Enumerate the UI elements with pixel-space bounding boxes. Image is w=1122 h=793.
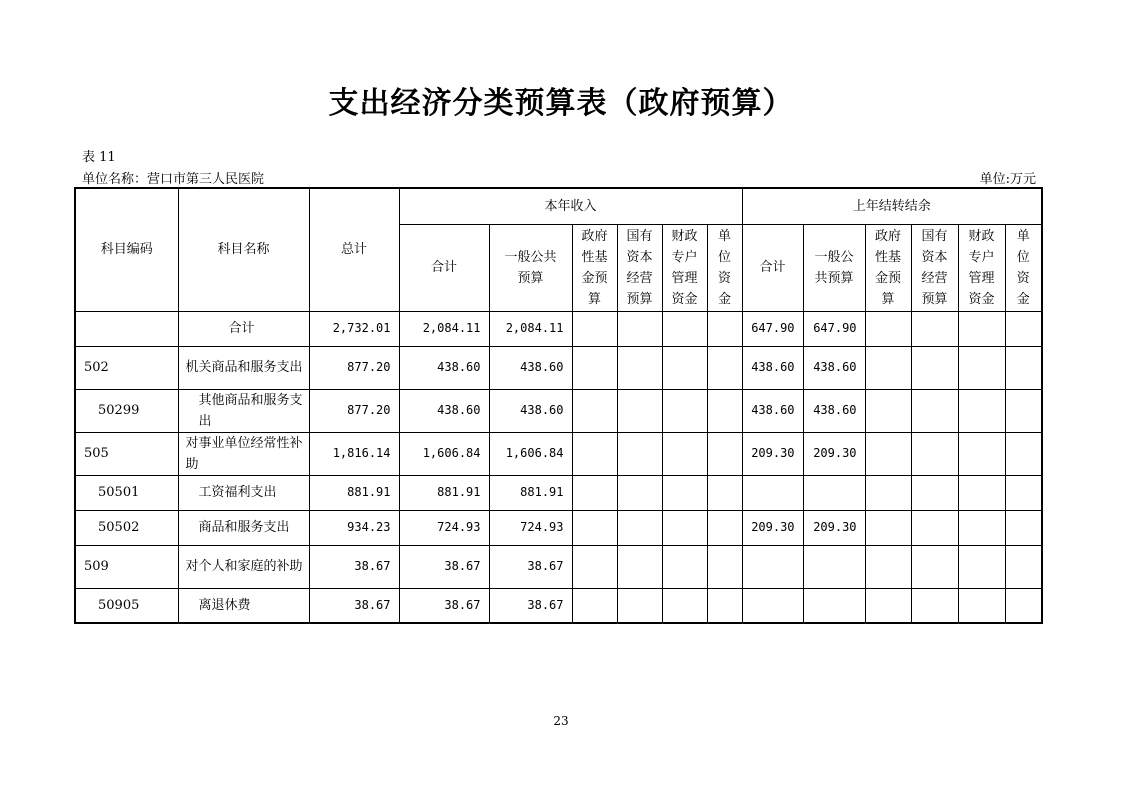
row-cy-general: 38.67 [489,545,572,588]
row-code: 50502 [75,510,178,545]
header-cy-state-capital: 国有资本经营预算 [617,224,662,311]
row-py-general [803,475,865,510]
row-total: 2,732.01 [309,311,399,346]
budget-table [74,187,1043,624]
table-row [75,389,1042,432]
row-name: 商品和服务支出 [178,510,309,545]
row-cy-general: 881.91 [489,475,572,510]
row-py-general: 438.60 [803,346,865,389]
header-current-year: 本年收入 [399,188,742,224]
row-cy-total: 438.60 [399,346,489,389]
row-cy-general: 2,084.11 [489,311,572,346]
page-title: 支出经济分类预算表（政府预算） [328,86,794,121]
header-prev-year: 上年结转结余 [742,188,1042,224]
table-row [75,432,1042,475]
header-py-state-capital: 国有资本经营预算 [911,224,958,311]
row-name: 对事业单位经常性补助 [178,432,309,475]
header-name: 科目名称 [178,188,309,311]
row-cy-total: 2,084.11 [399,311,489,346]
row-cy-general: 38.67 [489,588,572,623]
row-cy-general: 438.60 [489,389,572,432]
row-py-general: 209.30 [803,432,865,475]
header-cy-gov-fund: 政府性基金预算 [572,224,617,311]
header-cy-unit-fund: 单位资金 [707,224,742,311]
table-row [75,346,1042,389]
row-total: 38.67 [309,588,399,623]
row-cy-total: 438.60 [399,389,489,432]
row-code: 505 [75,432,178,475]
header-cy-total: 合计 [399,224,489,311]
row-py-total [742,588,803,623]
table-row [75,475,1042,510]
table-number: 表 11 [82,150,116,165]
row-total: 877.20 [309,389,399,432]
row-py-total: 438.60 [742,389,803,432]
table-row [75,588,1042,623]
row-total: 877.20 [309,346,399,389]
row-name: 离退休费 [178,588,309,623]
row-cy-total: 881.91 [399,475,489,510]
row-cy-total: 1,606.84 [399,432,489,475]
row-name: 机关商品和服务支出 [178,346,309,389]
row-code: 50905 [75,588,178,623]
row-py-general: 209.30 [803,510,865,545]
row-code [75,311,178,346]
row-py-total [742,475,803,510]
row-code: 502 [75,346,178,389]
header-py-unit-fund: 单位资金 [1005,224,1042,311]
header-total: 总计 [309,188,399,311]
header-py-fiscal-special: 财政专户管理资金 [958,224,1005,311]
row-code: 509 [75,545,178,588]
row-cy-total: 38.67 [399,588,489,623]
header-py-total: 合计 [742,224,803,311]
row-py-total: 647.90 [742,311,803,346]
row-total: 38.67 [309,545,399,588]
row-cy-general: 1,606.84 [489,432,572,475]
row-cy-general: 724.93 [489,510,572,545]
row-py-total: 209.30 [742,432,803,475]
row-py-general: 438.60 [803,389,865,432]
table-row [75,545,1042,588]
row-total: 934.23 [309,510,399,545]
row-name: 对个人和家庭的补助 [178,545,309,588]
row-name: 合计 [178,311,309,346]
row-py-general [803,545,865,588]
unit-name: 单位名称：营口市第三人民医院 [82,172,265,187]
row-py-total [742,545,803,588]
unit-label: 单位:万元 [979,172,1036,187]
row-py-general [803,588,865,623]
row-code: 50299 [75,389,178,432]
row-py-total: 438.60 [742,346,803,389]
header-code: 科目编码 [75,188,178,311]
row-code: 50501 [75,475,178,510]
header-py-gov-fund: 政府性基金预算 [865,224,911,311]
table-row [75,311,1042,346]
header-py-general: 一般公共预算 [803,224,865,311]
table-row [75,510,1042,545]
row-name: 其他商品和服务支出 [178,389,309,432]
row-cy-total: 38.67 [399,545,489,588]
row-total: 881.91 [309,475,399,510]
row-py-general: 647.90 [803,311,865,346]
row-cy-general: 438.60 [489,346,572,389]
header-cy-general: 一般公共预算 [489,224,572,311]
row-py-total: 209.30 [742,510,803,545]
row-name: 工资福利支出 [178,475,309,510]
row-cy-total: 724.93 [399,510,489,545]
row-total: 1,816.14 [309,432,399,475]
page-number: 23 [553,714,569,728]
header-cy-fiscal-special: 财政专户管理资金 [662,224,707,311]
